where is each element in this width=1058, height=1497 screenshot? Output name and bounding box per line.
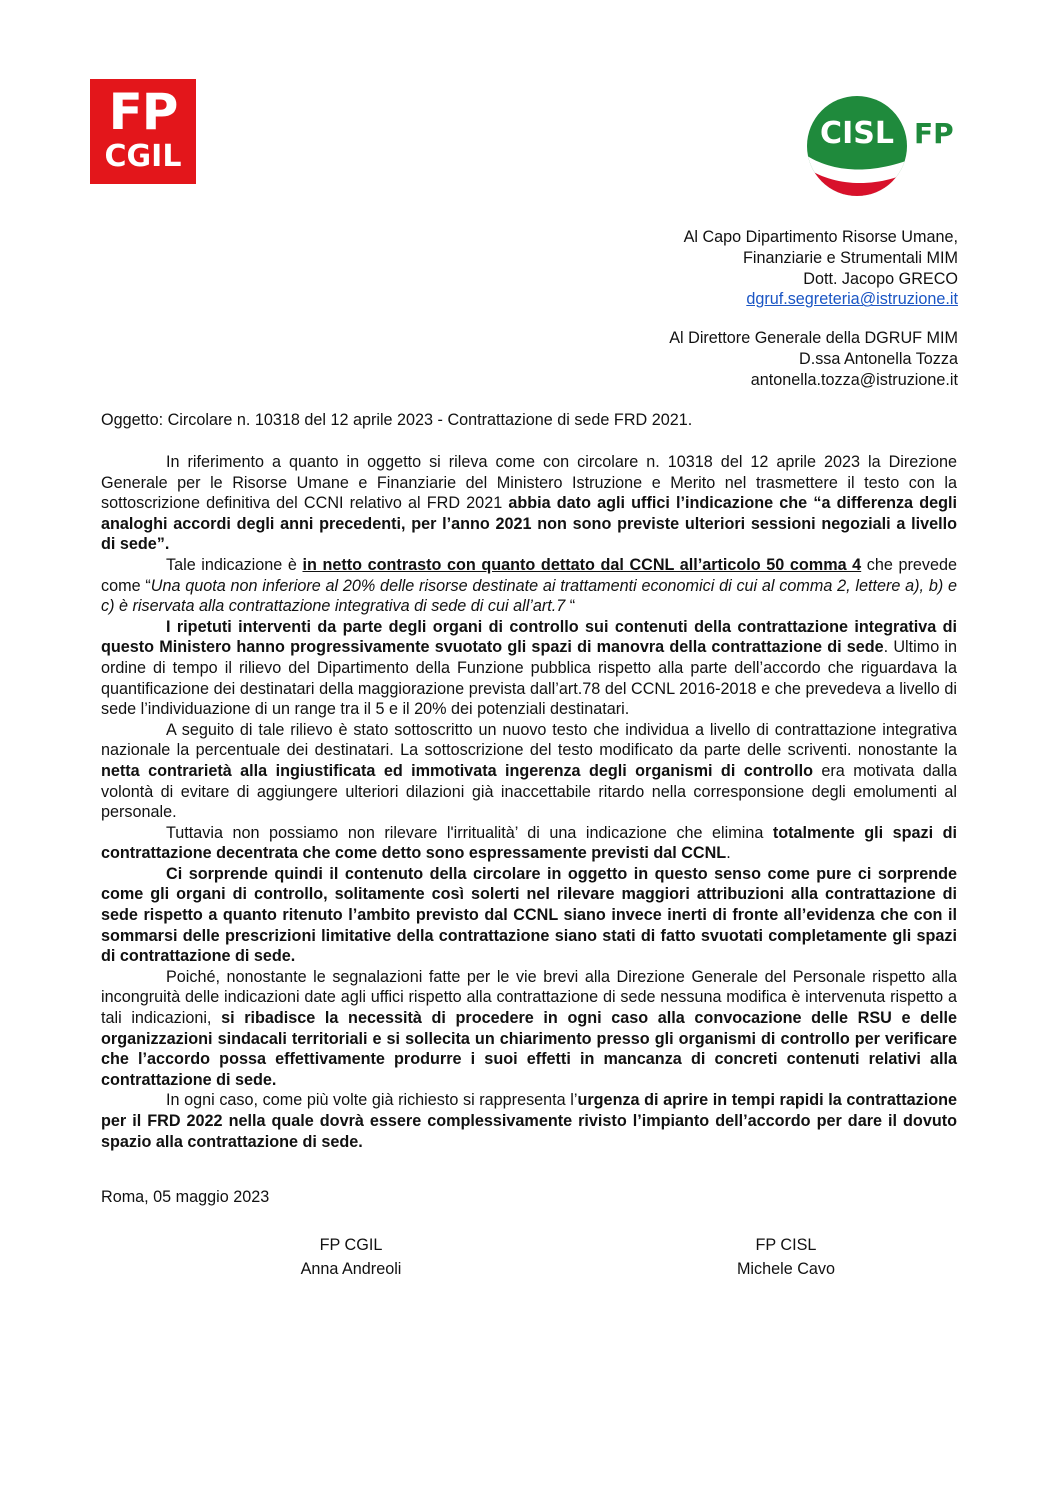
recipient-2-line2: D.ssa Antonella Tozza	[799, 349, 958, 368]
p3-text: . Ultimo in ordine di tempo il rilievo del Dipartimento della Funzione pubblica rispetto alla parte dell’accordo che riguardava la quantificazione dei destinatari della maggiorazione prevista dall’art.78 del CCNL 2016-2018 e che prevedeva a livello di sede l’individuazione di un range tra il 5 e il 20% dei potenziali destinatari.	[101, 638, 957, 719]
p5-bold: totalmente gli spazi di contrattazione decentrata che come detto sono espressamente previsti dal CCNL	[101, 823, 958, 863]
recipient-1-line1: Al Capo Dipartimento Risorse Umane,	[683, 228, 958, 246]
p3-bold: I ripetuti interventi da parte degli organi di controllo sui contenuti della contrattazione integrativa di questo Ministero hanno progressivamente svuotato gli spazi di manovra della contrattazione di sede	[101, 617, 957, 657]
recipient-block-1	[684, 227, 958, 310]
recipient-1-line3: Dott. Jacopo GRECO	[803, 269, 958, 288]
letter-subject: Oggetto: Circolare n. 10318 del 12 aprile 2023 - Contrattazione di sede FRD 2021.	[101, 411, 693, 429]
p7-text: Poiché, nonostante le segnalazioni fatte per le vie brevi alla Direzione Generale del Personale rispetto alla incongruità delle indicazioni date agli uffici rispetto alla contrattazione di sede nessuna modifica è intervenuta rispetto a tali indicazioni,	[101, 967, 957, 1028]
signature-right	[686, 1233, 886, 1281]
p4-text-c: era motivata dalla volontà di evitare di aggiungere ulteriori dilazioni già inaccettabile ritardo nella corresponsione degli emolumenti al personale.	[101, 761, 957, 822]
p4-bold: netta contrarietà alla ingiustificata ed immotivata ingerenza degli organismi di controllo	[101, 761, 813, 780]
fp-logo-text: FP	[914, 117, 954, 150]
cisl-logo-text: CISL	[820, 116, 894, 151]
cisl-fp-logo-mark	[804, 96, 964, 196]
recipient-1-email-link[interactable]: dgruf.segreteria@istruzione.it	[746, 290, 958, 309]
paragraph-5	[101, 823, 957, 864]
p1-text: In riferimento a quanto in oggetto si rileva come con circolare n. 10318 del 12 aprile 2023 la Direzione Generale per le Risorse Umane e Finanziarie del Ministero Istruzione e Merito nel trasmettere il testo con la sottoscrizione definitiva del CCNI relativo al FRD 2021	[101, 453, 957, 513]
cisl-fp-logo	[804, 96, 964, 196]
p2-text-a: Tale indicazione è	[166, 555, 303, 574]
recipient-block-2	[669, 328, 958, 390]
p2-text-c: che prevede come “	[101, 555, 958, 595]
paragraph-8	[101, 1090, 957, 1152]
recipient-1-line2: Finanziarie e Strumentali MIM	[742, 248, 958, 267]
p2-text-e: “	[565, 597, 576, 616]
p4-text-a: A seguito di tale rilievo è stato sottoscritto un nuovo testo che individua a livello di contrattazione integrativa nazionale la percentuale dei destinatari. La sottoscrizione del testo modificato da parte delle scriventi. nonostante la	[101, 720, 957, 760]
paragraph-7	[101, 967, 957, 1091]
p6-bold: Ci sorprende quindi il contenuto della circolare in oggetto in questo senso come pure ci sorprende come gli organi di controllo, solitamente così solerti nel rilevare maggiori attribuzioni alla contrattazione di sede rispetto a quanto ritenuto l’ambito previsto dal CCNL siano invece inerti di fronte all’evidenza che con il sommarsi delle prescrizioni limitative della contrattazione siano stati di fatto svuotati completamente gli spazi di contrattazione di sede.	[101, 864, 957, 966]
paragraph-1	[101, 452, 957, 555]
p5-text-a: Tuttavia non possiamo non rilevare l'irritualità’ di una indicazione che elimina	[166, 823, 773, 842]
p8-text: In ogni caso, come più volte già richiesto si rappresenta l’	[166, 1091, 578, 1110]
p2-bold-underlined: in netto contrasto con quanto dettato dal CCNL all’articolo 50 comma 4	[302, 555, 862, 574]
signature-left-name: Anna Andreoli	[300, 1260, 402, 1278]
p2-quote-italic: Una quota non inferiore al 20% delle risorse destinate ai trattamenti economici di cui al comma 2, lettere a), b) e c) è riservata alla contrattazione integrativa di sede di cui all’art.7	[101, 576, 957, 616]
recipient-2-line1: Al Direttore Generale della DGRUF MIM	[669, 329, 958, 347]
p7-bold: si ribadisce la necessità di procedere in ogni caso alla convocazione delle RSU e delle organizzazioni sindacali territoriali e si sollecita un chiarimento presso gli organismi di controllo per verificare che l’accordo possa effettivamente produrre i suoi effetti in mancanza di concreti contenuti relativi alla contrattazione di sede.	[101, 1009, 957, 1089]
p5-text-c: .	[726, 844, 731, 863]
fp-cgil-logo-line1: FP	[108, 83, 178, 141]
recipient-2-email: antonella.tozza@istruzione.it	[750, 370, 958, 389]
paragraph-6	[101, 864, 957, 967]
signature-right-name: Michele Cavo	[736, 1260, 836, 1278]
letter-body	[101, 452, 957, 1152]
fp-cgil-logo	[90, 79, 196, 184]
paragraph-3	[101, 617, 957, 720]
paragraph-4	[101, 720, 957, 823]
signature-left	[251, 1233, 451, 1281]
p8-bold: urgenza di aprire in tempi rapidi la contrattazione per il FRD 2022 nella quale dovrà essere complessivamente rivisto l’impianto dell’accordo per dare il dovuto spazio alla contrattazione di sede.	[101, 1091, 957, 1151]
signature-left-org: FP CGIL	[319, 1236, 383, 1254]
paragraph-2	[101, 555, 957, 617]
place-date: Roma, 05 maggio 2023	[101, 1188, 270, 1206]
signature-right-org: FP CISL	[755, 1236, 817, 1254]
fp-cgil-logo-line2: CGIL	[104, 139, 182, 174]
p1-bold: abbia dato agli uffici l’indicazione che “a differenza degli analoghi accordi degli anni precedenti, per l’anno 2021 non sono previste ulteriori sessioni negoziali a livello di sede”.	[101, 494, 957, 554]
